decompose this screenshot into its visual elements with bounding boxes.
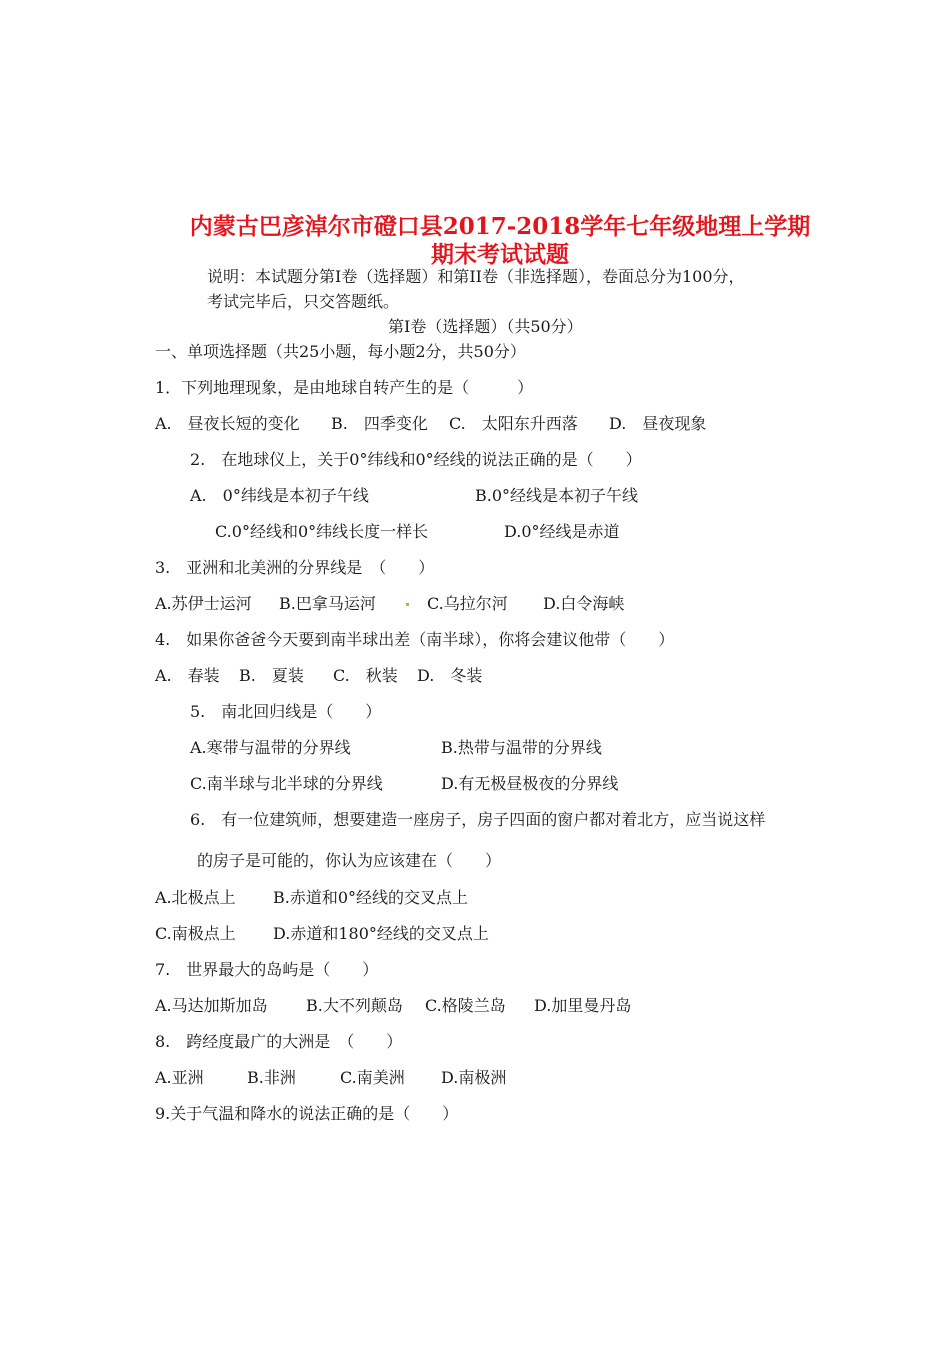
question-1-option-d: D. 昼夜现象 (609, 414, 707, 433)
note-line-2: 考试完毕后，只交答题纸。 (207, 292, 400, 311)
part-title: 一、单项选择题（共25小题，每小题2分，共50分） (155, 342, 526, 361)
question-5-option-b: B.热带与温带的分界线 (441, 738, 602, 757)
question-3-option-c: C.乌拉尔河 (427, 594, 508, 613)
question-7-option-a: A.马达加斯加岛 (155, 996, 268, 1015)
question-3-stem: 3. 亚洲和北美洲的分界线是 （ ） (155, 558, 435, 577)
question-9-stem: 9.关于气温和降水的说法正确的是（ ） (155, 1104, 459, 1123)
question-1-option-b: B. 四季变化 (331, 414, 428, 433)
question-3-option-d: D.白令海峡 (543, 594, 625, 613)
question-2-stem: 2. 在地球仪上，关于0°纬线和0°经线的说法正确的是（ ） (190, 450, 642, 469)
question-4-option-d: D. 冬装 (417, 666, 483, 685)
question-6-option-b: B.赤道和0°经线的交叉点上 (273, 888, 469, 907)
question-4-option-c: C. 秋装 (333, 666, 398, 685)
title-line-1: 内蒙古巴彦淖尔市磴口县2017-2018学年七年级地理上学期 (189, 213, 811, 240)
question-8-option-d: D.南极洲 (441, 1068, 507, 1087)
question-7-stem: 7. 世界最大的岛屿是（ ） (155, 960, 379, 979)
title-line-2: 期末考试试题 (431, 241, 569, 268)
question-5-option-a: A.寒带与温带的分界线 (190, 738, 351, 757)
question-1-option-c: C. 太阳东升西落 (449, 414, 578, 433)
question-5-stem: 5. 南北回归线是（ ） (190, 702, 382, 721)
question-2-option-c: C.0°经线和0°纬线长度一样长 (215, 522, 429, 541)
question-4-option-b: B. 夏装 (239, 666, 304, 685)
question-8-option-a: A.亚洲 (155, 1068, 204, 1087)
question-2-option-b: B.0°经线是本初子午线 (475, 486, 639, 505)
question-6-stem-line-2: 的房子是可能的，你认为应该建在（ ） (197, 851, 502, 870)
stray-dot (406, 603, 409, 606)
question-4-stem: 4. 如果你爸爸今天要到南半球出差（南半球），你将会建议他带（ ） (155, 630, 675, 649)
question-6-option-c: C.南极点上 (155, 924, 236, 943)
question-7-option-d: D.加里曼丹岛 (534, 996, 632, 1015)
question-1-option-a: A. 昼夜长短的变化 (155, 414, 300, 433)
question-5-option-c: C.南半球与北半球的分界线 (190, 774, 383, 793)
question-1-stem: 1．下列地理现象，是由地球自转产生的是（ ） (155, 378, 534, 397)
question-3-option-a: A.苏伊士运河 (155, 594, 252, 613)
question-6-option-a: A.北极点上 (155, 888, 236, 907)
question-4-option-a: A. 春装 (155, 666, 220, 685)
question-6-option-d: D.赤道和180°经线的交叉点上 (273, 924, 489, 943)
question-6-stem-line-1: 6. 有一位建筑师，想要建造一座房子，房子四面的窗户都对着北方，应当说这样 (190, 810, 766, 829)
question-7-option-b: B.大不列颠岛 (306, 996, 403, 1015)
question-2-option-a: A. 0°纬线是本初子午线 (190, 486, 369, 505)
question-7-option-c: C.格陵兰岛 (425, 996, 506, 1015)
question-5-option-d: D.有无极昼极夜的分界线 (441, 774, 619, 793)
question-8-option-c: C.南美洲 (340, 1068, 405, 1087)
note-line-1: 说明：本试题分第I卷（选择题）和第II卷（非选择题），卷面总分为100分， (207, 267, 745, 286)
question-3-option-b: B.巴拿马运河 (279, 594, 376, 613)
question-8-option-b: B.非洲 (247, 1068, 296, 1087)
question-2-option-d: D.0°经线是赤道 (504, 522, 620, 541)
section-title: 第I卷（选择题）（共50分） (388, 317, 583, 336)
question-8-stem: 8. 跨经度最广的大洲是 （ ） (155, 1032, 403, 1051)
